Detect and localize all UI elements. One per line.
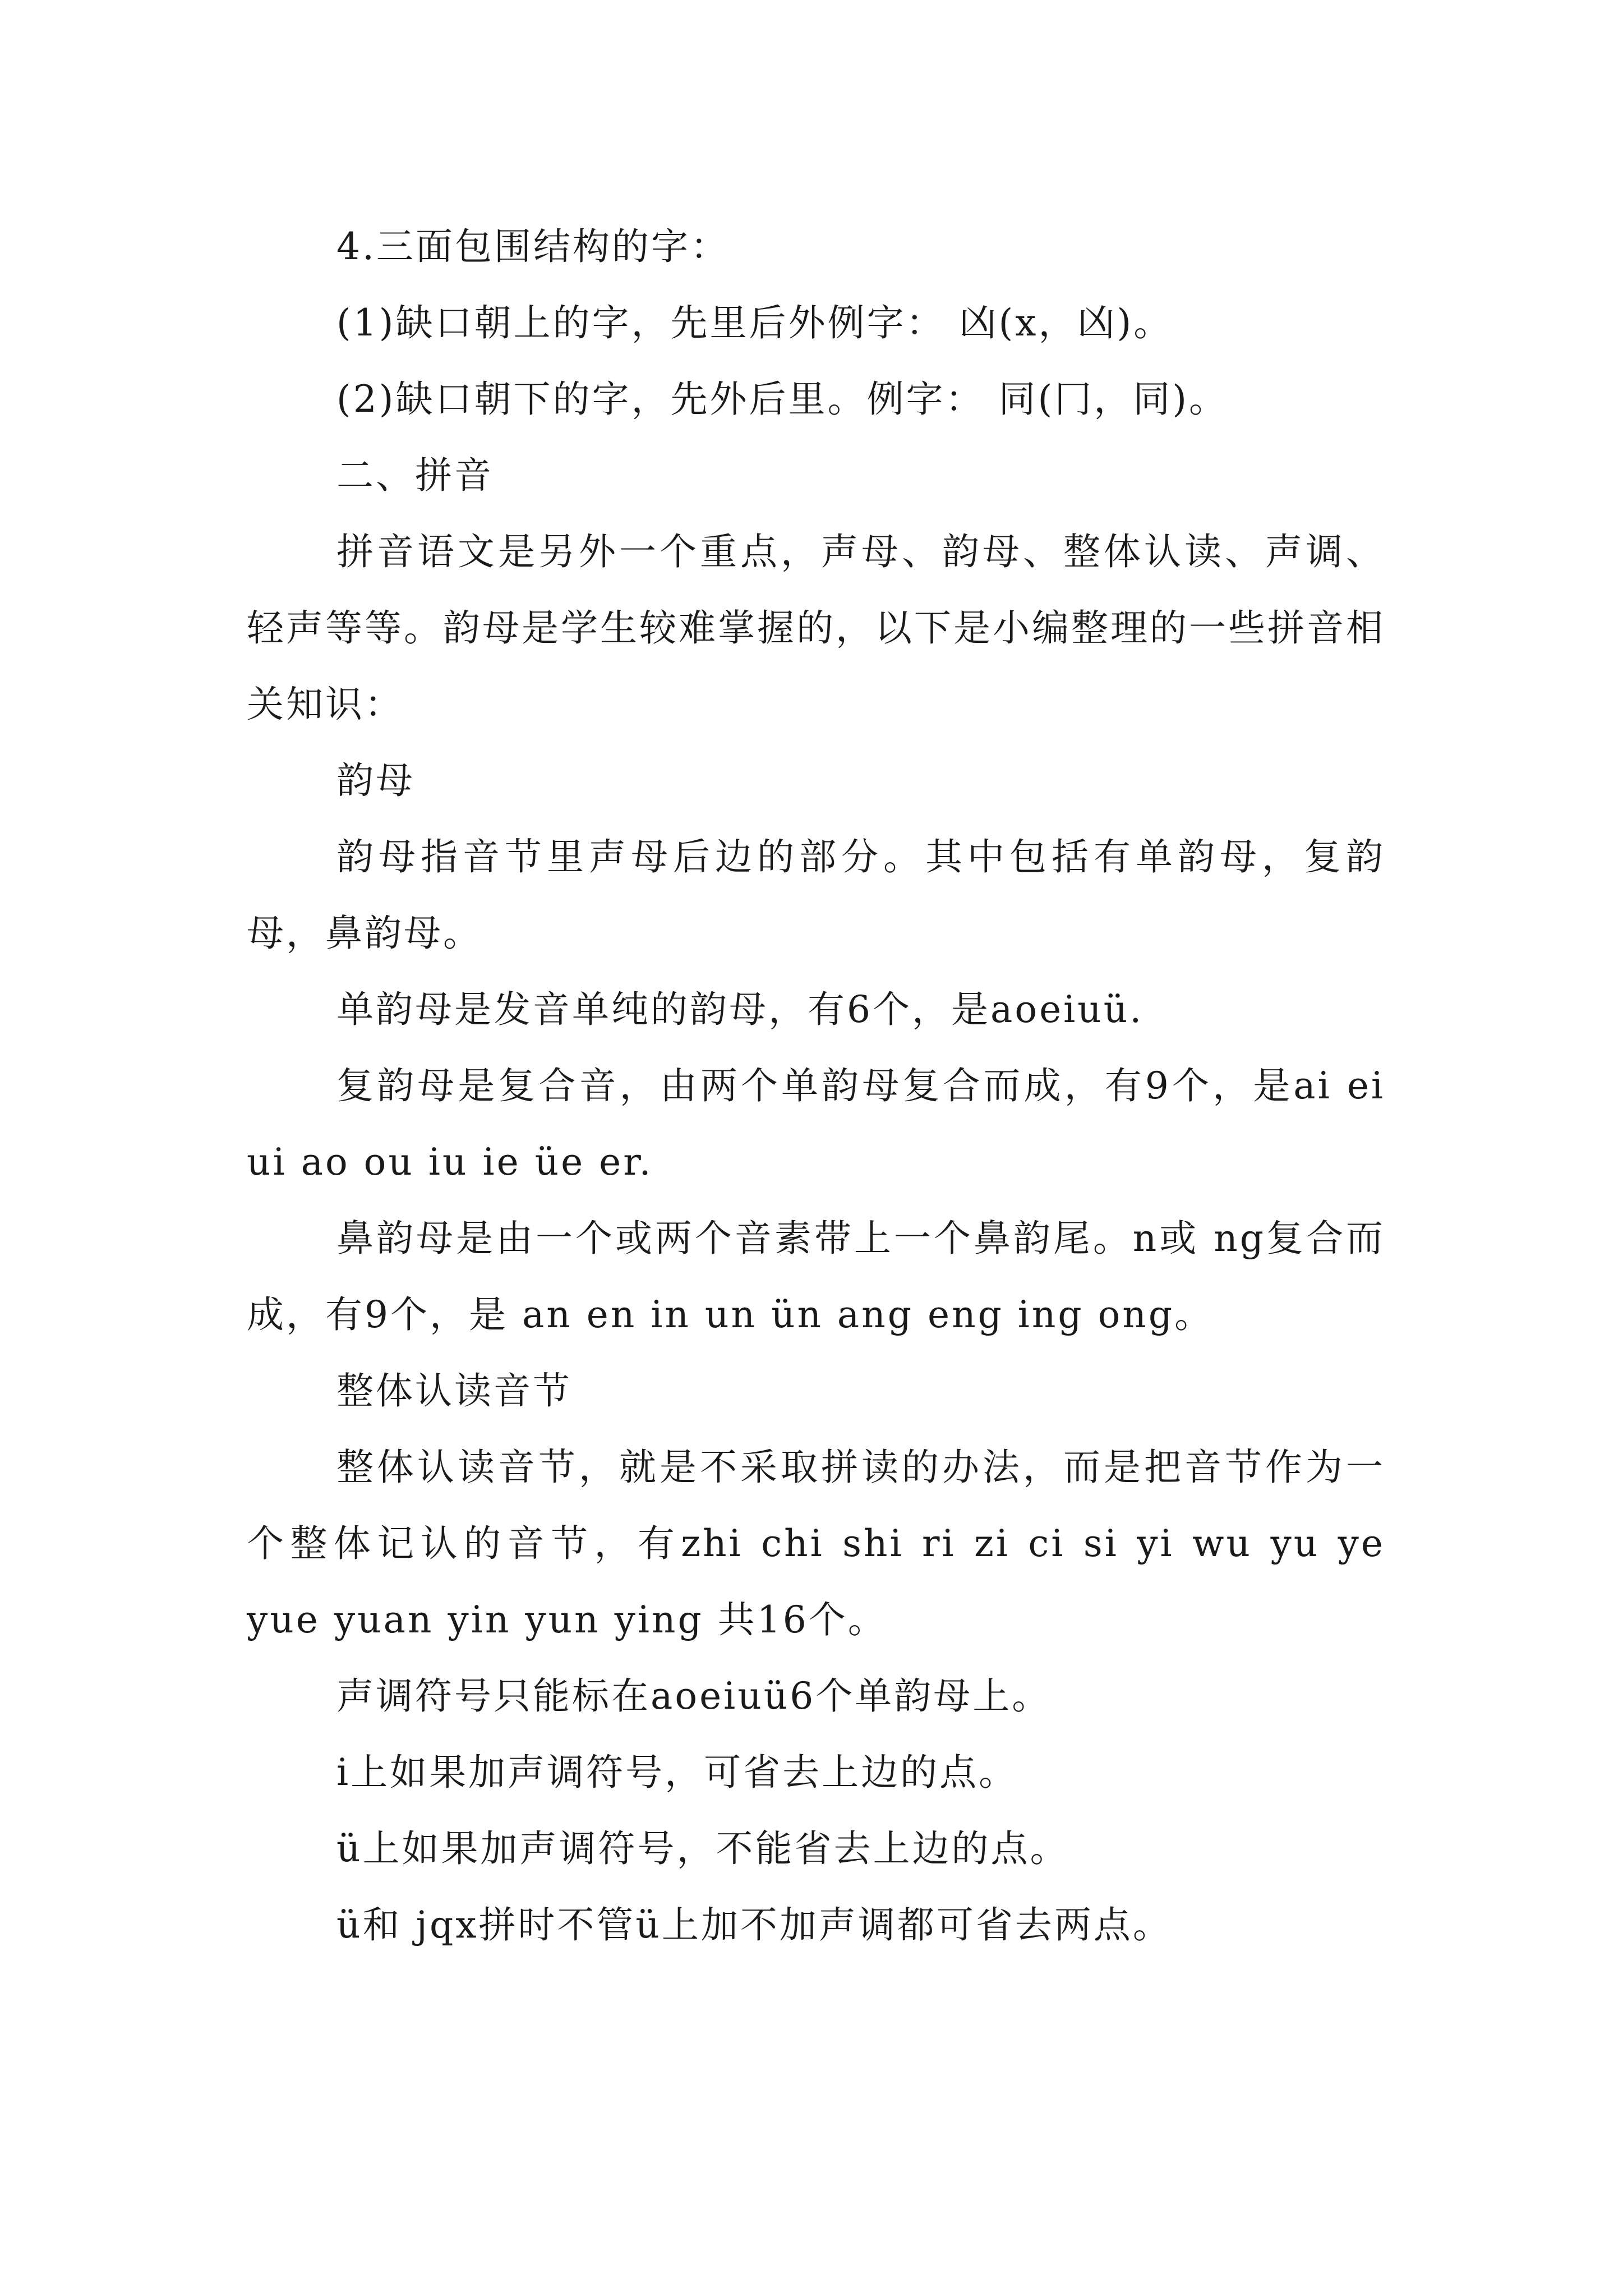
heading-three-sided-enclosure: 4.三面包围结构的字： <box>336 225 730 268</box>
paragraph-whole-syllables: 整体认读音节，就是不采取拼读的办法，而是把音节作为一个整体记认的音节，有zhi chi shi ri zi ci si yi wu yu ye yue yuan yin yun ying 共16个。 <box>247 1446 1385 1641</box>
subheading-finals: 韵母 <box>336 759 415 802</box>
paragraph-nasal-finals: 鼻韵母是由一个或两个音素带上一个鼻韵尾。n或 ng复合而成，有9个，是 an en in un ün ang eng ing ong。 <box>247 1217 1385 1336</box>
paragraph-compound-finals: 复韵母是复合音，由两个单韵母复合而成，有9个，是ai ei ui ao ou iu ie üe er. <box>247 1064 1385 1184</box>
paragraph-pinyin-intro: 拼音语文是另外一个重点，声母、韵母、整体认读、声调、轻声等等。韵母是学生较难掌握的，以下是小编整理的一些拼音相关知识： <box>247 530 1385 726</box>
rule-tone-marks: 声调符号只能标在aoeiuü6个单韵母上。 <box>336 1674 1052 1718</box>
rule-u-umlaut-tone-dot: ü上如果加声调符号，不能省去上边的点。 <box>336 1827 1069 1870</box>
subheading-whole-syllables: 整体认读音节 <box>336 1369 572 1412</box>
rule-u-umlaut-jqx: ü和 jqx拼时不管ü上加不加声调都可省去两点。 <box>336 1903 1172 1947</box>
rule-i-tone-dot: i上如果加声调符号，可省去上边的点。 <box>336 1751 1018 1794</box>
rule-opening-down: (2)缺口朝下的字，先外后里。例字： 同(冂，同)。 <box>336 378 1228 421</box>
paragraph-simple-finals: 单韵母是发音单纯的韵母，有6个，是aoeiuü. <box>336 988 1144 1031</box>
section-heading-pinyin: 二、拼音 <box>336 454 494 497</box>
paragraph-finals-definition: 韵母指音节里声母后边的部分。其中包括有单韵母，复韵母，鼻韵母。 <box>247 835 1385 955</box>
rule-opening-up: (1)缺口朝上的字，先里后外例字： 凶(x，凶)。 <box>336 301 1173 344</box>
document-body <box>247 209 1385 1963</box>
